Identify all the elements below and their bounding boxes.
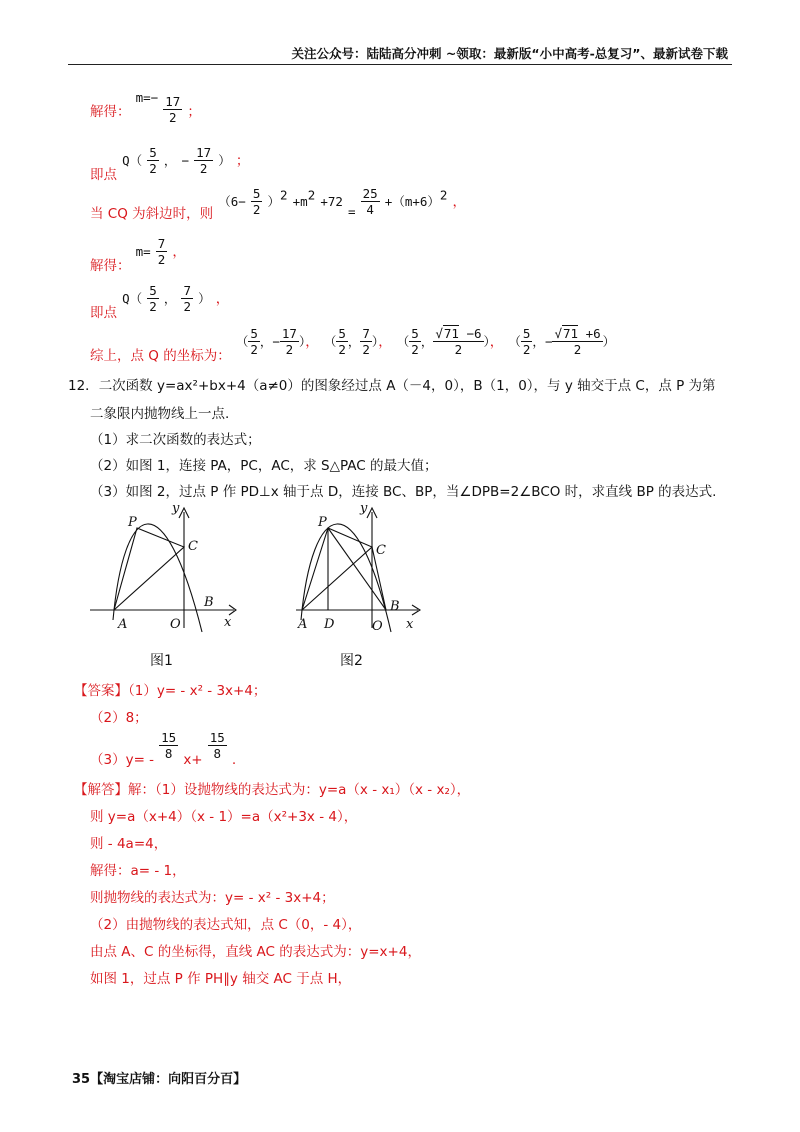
question-12-line1	[68, 374, 716, 394]
svg-text:O: O	[372, 619, 383, 634]
question-number: 12．	[68, 378, 99, 394]
svg-text:O: O	[170, 617, 181, 632]
fraction: $\frac{17}{2}$	[165, 94, 181, 125]
svg-text:P: P	[318, 515, 327, 530]
solution-line-4: 解得：a= - 1，	[90, 863, 186, 879]
question-text: 二次函数 y=ax²+bx+4（a≠0）的图象经过点 A（－4，0），B（1，0），与 y 轴交于点 C，点 P 为第	[98, 378, 716, 394]
fraction: $\frac{25}{4}$	[362, 186, 378, 217]
fraction: $\frac{5}{2}$	[149, 283, 157, 314]
solution-line-2: 则 y=a（x+4）（x - 1）=a（x²+3x - 4），	[90, 809, 358, 825]
solution-line-5: 则抛物线的表达式为：y= - x² - 3x+4；	[90, 890, 335, 906]
figure-2-caption: 图2	[340, 653, 363, 669]
fraction: $\frac{15}{8}$	[209, 730, 225, 761]
page-number: 35	[72, 1072, 91, 1087]
svg-text:A: A	[118, 617, 128, 632]
header-divider	[68, 64, 732, 65]
svg-text:C: C	[376, 543, 386, 558]
figure-1-caption: 图1	[150, 653, 173, 669]
answer-line-3: $_{(3)y= -}$ $\frac{15}{8}$ $_{x+}$ $\frac{15}{8}$ $_.$	[90, 730, 237, 768]
fraction: $\frac{5}{2}$	[149, 145, 157, 176]
point-line-2: $_{即点}$ Q（ $\frac{5}{2}$ ， $\frac{7}{2}$ ） ，	[90, 283, 230, 321]
svg-text:x: x	[406, 617, 414, 632]
svg-text:B: B	[204, 595, 214, 610]
question-12-line2: 二象限内抛物线上一点.	[90, 406, 230, 422]
answer-tag: 【答案】	[74, 683, 128, 699]
point-line-1: $_{即点}$ Q（ $\frac{5}{2}$ ， − $\frac{17}{2}$ ） ；	[90, 145, 250, 183]
svg-text:y: y	[172, 501, 180, 516]
fraction: $\frac{7}{2}$	[157, 236, 166, 267]
summary-line: $_{综上,点 Q 的坐标为:}$ （ $\frac{5}{2}$ ，− $\frac{17}{2}$ ）， （ $\frac{5}{2}$ ， $\frac{7}{2}$ ）， （ $\frac{5}{2}$ ， $\frac{√71 -6}{2}$ ）， （ $\frac{5}{2}$ ，− $\frac{√71 +6}{2}$ ）	[90, 326, 616, 364]
svg-text:C: C	[188, 539, 198, 554]
case-line: $_{当 CQ 为斜边时,则}$ （6− $\frac{5}{2}$ ）$^2 +m^2 +72$ $_=$ $\frac{25}{4}$ $+(m+6)^2$ ，	[90, 186, 467, 222]
solve-label: 解得：	[90, 104, 131, 120]
answer-line-2: （2）8；	[90, 710, 148, 726]
solution-tag: 【解答】	[74, 782, 128, 798]
fraction: $\frac{7}{2}$	[183, 283, 191, 314]
fraction: $\frac{17}{2}$	[196, 145, 212, 176]
m-equation: m=−	[135, 90, 159, 105]
answer-line-1: 【答案】（1）y= - x² - 3x+4；	[74, 683, 267, 699]
figure-2	[292, 500, 442, 640]
svg-text:B: B	[390, 599, 400, 614]
solution-line-7: 由点 A、C 的坐标得，直线 AC 的表达式为：y=x+4，	[90, 944, 421, 960]
triangle-pac	[114, 528, 184, 610]
question-part-2: （2）如图 1，连接 PA，PC，AC，求 S△PAC 的最大值；	[90, 458, 438, 474]
fraction: $\frac{15}{8}$	[161, 730, 177, 761]
solve-line-1: 解得： $^{m=-}$ $\frac{17}{2}$ ；	[90, 90, 201, 125]
page-footer	[72, 1068, 246, 1087]
svg-text:D: D	[324, 617, 335, 632]
shop-label: 【淘宝店铺：向阳百分百】	[90, 1072, 247, 1087]
solution-line-1: 【解答】解：（1）设抛物线的表达式为：y=a（x - x₁）（x - x₂），	[74, 782, 471, 798]
solve-line-2: $_{解得:}$ m= $\frac{7}{2}$ ，	[90, 236, 186, 274]
question-part-3: （3）如图 2，过点 P 作 PD⊥x 轴于点 D，连接 BC、BP，当∠DPB=2∠BCO 时，求直线 BP 的表达式.	[90, 484, 717, 500]
question-part-1: （1）求二次函数的表达式；	[90, 432, 261, 448]
fraction: $\frac{5}{2}$	[252, 186, 261, 217]
svg-text:P: P	[128, 515, 137, 530]
page-header: 关注公众号：陆陆高分冲刺 ~领取：最新版“小中高考-总复习”、最新试卷下载	[291, 46, 728, 61]
solution-line-8: 如图 1，过点 P 作 PH∥y 轴交 AC 于点 H，	[90, 971, 352, 987]
solution-line-3: 则 - 4a=4，	[90, 836, 168, 852]
svg-text:x: x	[224, 615, 232, 630]
figure-1	[84, 500, 254, 640]
parabola	[301, 524, 391, 632]
solution-line-6: （2）由抛物线的表达式知，点 C（0，- 4），	[90, 917, 362, 933]
svg-text:A: A	[298, 617, 308, 632]
svg-text:y: y	[360, 501, 368, 516]
